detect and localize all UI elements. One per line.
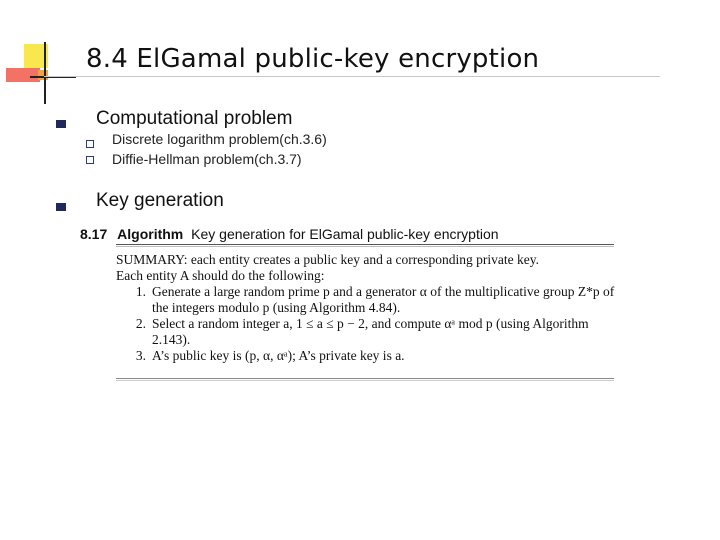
algorithm-bottom-rule — [116, 378, 614, 379]
title-divider — [44, 76, 660, 77]
subitem-discrete-log: Discrete logarithm problem(ch.3.6) — [112, 131, 327, 147]
algorithm-box — [80, 224, 616, 384]
bullet-square-icon — [56, 203, 66, 211]
algorithm-step — [116, 284, 616, 316]
algorithm-number: 8.17 — [80, 226, 108, 242]
algorithm-step — [116, 316, 616, 348]
bullet-square-icon — [56, 120, 66, 128]
bullet-computational-problem: Computational problem — [96, 108, 293, 129]
checkbox-bullet-icon — [86, 140, 94, 148]
algorithm-word: Algorithm — [117, 226, 184, 242]
step-number: 2. — [135, 316, 146, 331]
algorithm-step — [116, 348, 616, 364]
algorithm-bottom-rule-2 — [116, 380, 614, 381]
step-number: 3. — [135, 348, 146, 363]
step-text: Select a random integer a, 1 ≤ a ≤ p − 2, and compute αᵃ mod p (using Algorithm 2.143). — [152, 316, 589, 347]
step-number: 1. — [135, 284, 146, 299]
slide-logo — [0, 0, 80, 110]
step-text: A’s public key is (p, α, αᵃ); A’s private key is a. — [152, 348, 405, 363]
algorithm-body — [116, 252, 616, 364]
algorithm-summary-line-1: SUMMARY: each entity creates a public key and a corresponding private key. — [116, 252, 540, 267]
algorithm-header — [80, 226, 499, 242]
logo-orange-square — [38, 70, 48, 80]
step-text: Generate a large random prime p and a generator α of the multiplicative group Z*p of the integers modulo p (using Algorithm 4.84). — [152, 284, 615, 315]
subitem-diffie-hellman: Diffie-Hellman problem(ch.3.7) — [112, 151, 302, 167]
slide-title: 8.4 ElGamal public-key encryption — [86, 44, 540, 74]
bullet-key-generation: Key generation — [96, 190, 224, 211]
logo-red-bar — [6, 68, 40, 82]
logo-vertical-line — [44, 42, 46, 104]
algorithm-top-rule-2 — [116, 246, 614, 247]
algorithm-summary-line-2: Each entity A should do the following: — [116, 268, 325, 283]
algorithm-top-rule — [116, 244, 614, 245]
algorithm-heading: Key generation for ElGamal public-key encryption — [191, 226, 499, 242]
checkbox-bullet-icon — [86, 156, 94, 164]
